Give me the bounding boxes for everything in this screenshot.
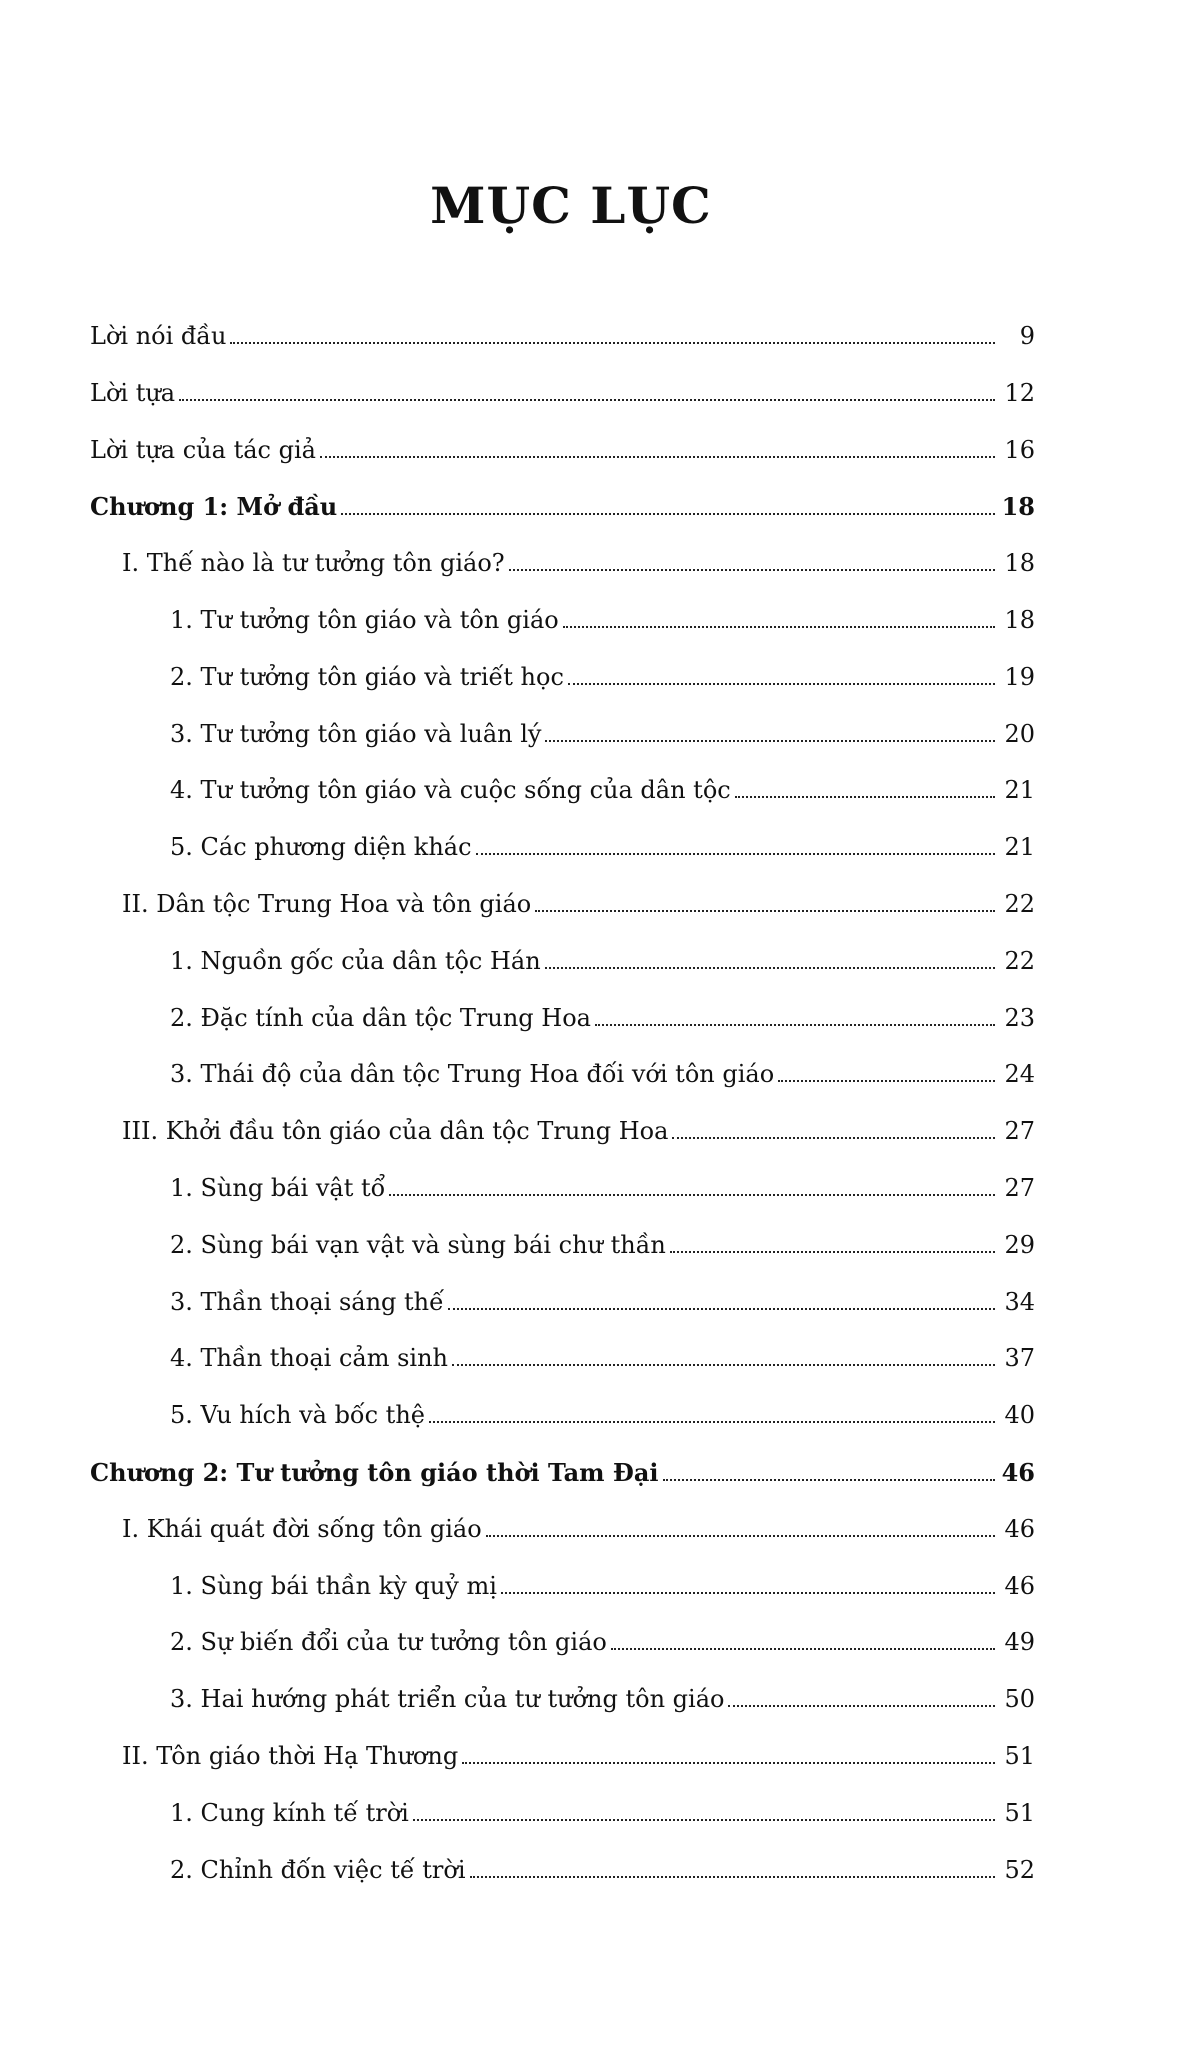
dot-leader [448,1308,995,1310]
toc-entry-label: Lời tựa [90,378,176,407]
toc-entry-label: I. Thế nào là tư tưởng tôn giáo? [122,549,505,578]
toc-entry-page-number: 46 [1004,1514,1035,1543]
toc-entry-label: Chương 2: Tư tưởng tôn giáo thời Tam Đại [90,1457,659,1487]
dot-leader [535,910,995,912]
toc-section-entry[interactable] [0,1742,1195,1799]
toc-entry-page-number: 29 [1004,1230,1035,1259]
dot-leader [778,1080,995,1082]
dot-leader [413,1819,995,1821]
toc-entry-label: II. Tôn giáo thời Hạ Thương [122,1741,459,1770]
toc-entry-page-number: 37 [1004,1344,1035,1373]
toc-subsection-entry[interactable] [0,833,1195,890]
toc-subsection-entry[interactable] [0,776,1195,833]
toc-subsection-entry[interactable] [0,1004,1195,1061]
toc-entry-label: II. Dân tộc Trung Hoa và tôn giáo [122,889,532,918]
toc-entry-label: 1. Cung kính tế trời [170,1798,409,1827]
toc-entry-label: 1. Tư tưởng tôn giáo và tôn giáo [170,605,559,634]
toc-entry-label: 4. Thần thoại cảm sinh [170,1344,448,1373]
dot-leader [670,1251,995,1253]
toc-entry-label: 3. Thái độ của dân tộc Trung Hoa đối với tôn giáo [170,1060,775,1089]
toc-entry-page-number: 18 [1004,605,1035,634]
toc-subsection-entry[interactable] [0,1288,1195,1345]
toc-entry-page-number: 19 [1004,662,1035,691]
toc-entry-page-number: 46 [1004,1571,1035,1600]
dot-leader [735,796,995,798]
dot-leader [728,1705,995,1707]
toc-entry-label: I. Khái quát đời sống tôn giáo [122,1514,482,1543]
toc-subsection-entry[interactable] [0,1685,1195,1742]
toc-subsection-entry[interactable] [0,1344,1195,1401]
toc-subsection-entry[interactable] [0,1231,1195,1288]
dot-leader [672,1137,995,1139]
toc-entry-label: 1. Sùng bái vật tổ [170,1173,386,1202]
toc-entry-page-number: 27 [1004,1117,1035,1146]
toc-entry-page-number: 20 [1004,719,1035,748]
toc-front-matter-entry[interactable] [0,379,1195,436]
dot-leader [470,1876,996,1878]
toc-list [0,322,1195,1912]
dot-leader [545,740,995,742]
toc-entry-label: 1. Sùng bái thần kỳ quỷ mị [170,1571,497,1600]
toc-entry-page-number: 16 [1004,435,1035,464]
toc-entry-label: 3. Tư tưởng tôn giáo và luân lý [170,719,542,748]
dot-leader [179,399,995,401]
toc-entry-label: 2. Đặc tính của dân tộc Trung Hoa [170,1003,591,1032]
toc-entry-page-number: 51 [1004,1798,1035,1827]
dot-leader [476,853,995,855]
dot-leader [486,1535,995,1537]
toc-subsection-entry[interactable] [0,1174,1195,1231]
dot-leader [389,1194,995,1196]
toc-entry-label: 3. Hai hướng phát triển của tư tưởng tôn giáo [170,1685,725,1714]
dot-leader [230,342,995,344]
toc-entry-page-number: 9 [1019,322,1035,350]
toc-section-entry[interactable] [0,549,1195,606]
toc-entry-page-number: 52 [1004,1855,1035,1884]
toc-subsection-entry[interactable] [0,1799,1195,1856]
toc-entry-page-number: 50 [1004,1685,1035,1714]
toc-entry-label: 2. Sùng bái vạn vật và sùng bái chư thần [170,1230,666,1259]
dot-leader [545,967,995,969]
toc-entry-label: 2. Chỉnh đốn việc tế trời [170,1855,466,1884]
toc-entry-label: 2. Sự biến đổi của tư tưởng tôn giáo [170,1628,607,1657]
dot-leader [595,1024,995,1026]
toc-subsection-entry[interactable] [0,1401,1195,1458]
toc-entry-page-number: 21 [1004,833,1035,862]
toc-entry-label: 5. Vu hích và bốc thệ [170,1401,425,1430]
toc-subsection-entry[interactable] [0,663,1195,720]
toc-entry-label: Lời nói đầu [90,322,227,350]
toc-entry-page-number: 24 [1004,1060,1035,1089]
toc-front-matter-entry[interactable] [0,436,1195,493]
dot-leader [611,1648,995,1650]
dot-leader [452,1364,995,1366]
toc-entry-page-number: 12 [1004,378,1035,407]
toc-entry-page-number: 49 [1004,1628,1035,1657]
toc-entry-page-number: 21 [1004,776,1035,805]
toc-entry-page-number: 22 [1004,889,1035,918]
dot-leader [429,1421,995,1423]
toc-section-entry[interactable] [0,890,1195,947]
dot-leader [341,513,995,515]
page-title: MỤC LỤC [430,176,712,235]
toc-section-entry[interactable] [0,1515,1195,1572]
toc-subsection-entry[interactable] [0,606,1195,663]
dot-leader [663,1479,995,1481]
toc-entry-label: III. Khởi đầu tôn giáo của dân tộc Trung Hoa [122,1117,669,1146]
toc-entry-page-number: 23 [1004,1003,1035,1032]
dot-leader [320,456,995,458]
toc-entry-page-number: 34 [1004,1287,1035,1316]
toc-subsection-entry[interactable] [0,1060,1195,1117]
dot-leader [568,683,995,685]
toc-subsection-entry[interactable] [0,1856,1195,1913]
toc-entry-page-number: 22 [1004,946,1035,975]
toc-chapter-entry[interactable] [0,492,1195,549]
toc-entry-page-number: 40 [1004,1401,1035,1430]
toc-entry-label: Lời tựa của tác giả [90,435,316,464]
dot-leader [501,1592,995,1594]
toc-entry-page-number: 51 [1004,1741,1035,1770]
toc-front-matter-entry[interactable] [0,322,1195,379]
toc-subsection-entry[interactable] [0,720,1195,777]
dot-leader [509,569,995,571]
toc-entry-label: 2. Tư tưởng tôn giáo và triết học [170,662,564,691]
toc-entry-page-number: 46 [1001,1457,1035,1487]
toc-subsection-entry[interactable] [0,1628,1195,1685]
toc-entry-label: 1. Nguồn gốc của dân tộc Hán [170,946,541,975]
toc-entry-page-number: 18 [1004,549,1035,578]
toc-section-entry[interactable] [0,1117,1195,1174]
toc-chapter-entry[interactable] [0,1458,1195,1515]
dot-leader [462,1762,995,1764]
toc-entry-page-number: 18 [1001,492,1035,522]
toc-subsection-entry[interactable] [0,1572,1195,1629]
toc-entry-page-number: 27 [1004,1173,1035,1202]
toc-entry-label: 4. Tư tưởng tôn giáo và cuộc sống của dân tộc [170,776,731,805]
dot-leader [563,626,995,628]
toc-entry-label: Chương 1: Mở đầu [90,492,338,522]
toc-entry-label: 3. Thần thoại sáng thế [170,1287,444,1316]
toc-entry-label: 5. Các phương diện khác [170,833,472,862]
toc-subsection-entry[interactable] [0,947,1195,1004]
